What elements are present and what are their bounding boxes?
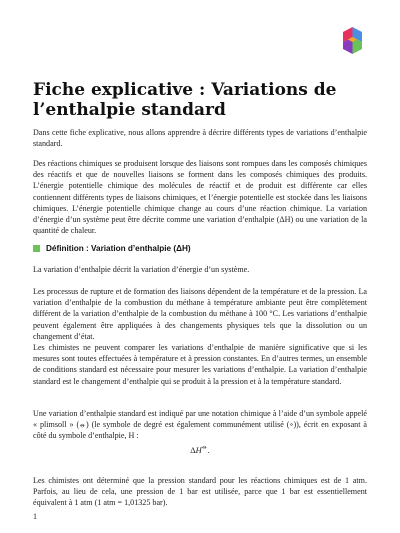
body-paragraph-notation: Une variation d’enthalpie standard est indiqué par une notation chimique à l’aide d’un symbole appelé « plimsoll » (⦵) (le symbole de degré est également communément utilisé (∘)), écrit en exposant à côté du symbole d’enthalpie, H : bbox=[33, 409, 367, 441]
definition-marker-icon bbox=[33, 245, 40, 252]
formula-trailing: . bbox=[207, 445, 210, 455]
formula-delta: Δ bbox=[190, 445, 196, 455]
page-number: 1 bbox=[33, 512, 37, 521]
formula-symbol: H bbox=[195, 445, 202, 455]
definition-label: Définition : Variation d’enthalpie (ΔH) bbox=[46, 244, 191, 253]
formula-superscript: ⦵ bbox=[201, 443, 208, 451]
body-paragraph-pressure: Les chimistes ont déterminé que la pression standard pour les réactions chimiques est de 1 atm. Parfois, au lieu de cela, une pression de 1 bar est utilisée, parce que 1 bar est essentiellement équivalent à 1 atm (1 atm = 1,01325 bar). bbox=[33, 476, 367, 508]
intro-paragraph: Dans cette fiche explicative, nous allons apprendre à décrire différents types de variations d’enthalpie standard. bbox=[33, 128, 367, 149]
definition-text: La variation d’enthalpie décrit la variation d’énergie d’un système. bbox=[33, 265, 250, 274]
page-title: Fiche explicative : Variations de l’enthalpie standard bbox=[33, 80, 337, 120]
body-paragraph-processes: Les processus de rupture et de formation des liaisons dépendent de la température et de la pression. La variation d’enthalpie de la combustion du méthane à température ambiante peut être complètement différent de la variation d’enthalpie de la combustion du méthane à 100 °C. Les variations d’enthalpie peuvent également être appliquées à des changements physiques tels que la dissolution ou un changement d’état. bbox=[33, 287, 367, 341]
body-paragraph-reactions: Des réactions chimiques se produisent lorsque des liaisons sont rompues dans les composés chimiques des réactifs et que de nouvelles liaisons se forment dans les composés chimiques des produits. L’énergie potentielle chimique des molécules de réactif et de produit est différente car elles contiennent différents types de liaisons chimiques, et l’énergie potentielle est stockée dans les liaisons chimiques. L’énergie potentielle chimique change au cours d’une réaction chimique. La variation d’énergie d’un système peut être décrite comme une variation d’enthalpie (ΔH) ou une variation de la quantité de chaleur. bbox=[33, 159, 367, 236]
body-paragraph-standard-conditions: Les chimistes ne peuvent comparer les variations d’enthalpie de manière significative que si les mesures sont toutes effectuées à température et à pression constantes. En d’autres termes, un ensemble de conditions standard est nécessaire pour mesurer les variations d’enthalpie. La variation d’enthalpie standard est le changement d’enthalpie qui se produit à la pression et à la température standard. bbox=[33, 343, 367, 386]
enthalpy-formula bbox=[0, 443, 400, 455]
definition-heading bbox=[33, 243, 367, 254]
nagwa-logo-icon bbox=[339, 27, 366, 54]
